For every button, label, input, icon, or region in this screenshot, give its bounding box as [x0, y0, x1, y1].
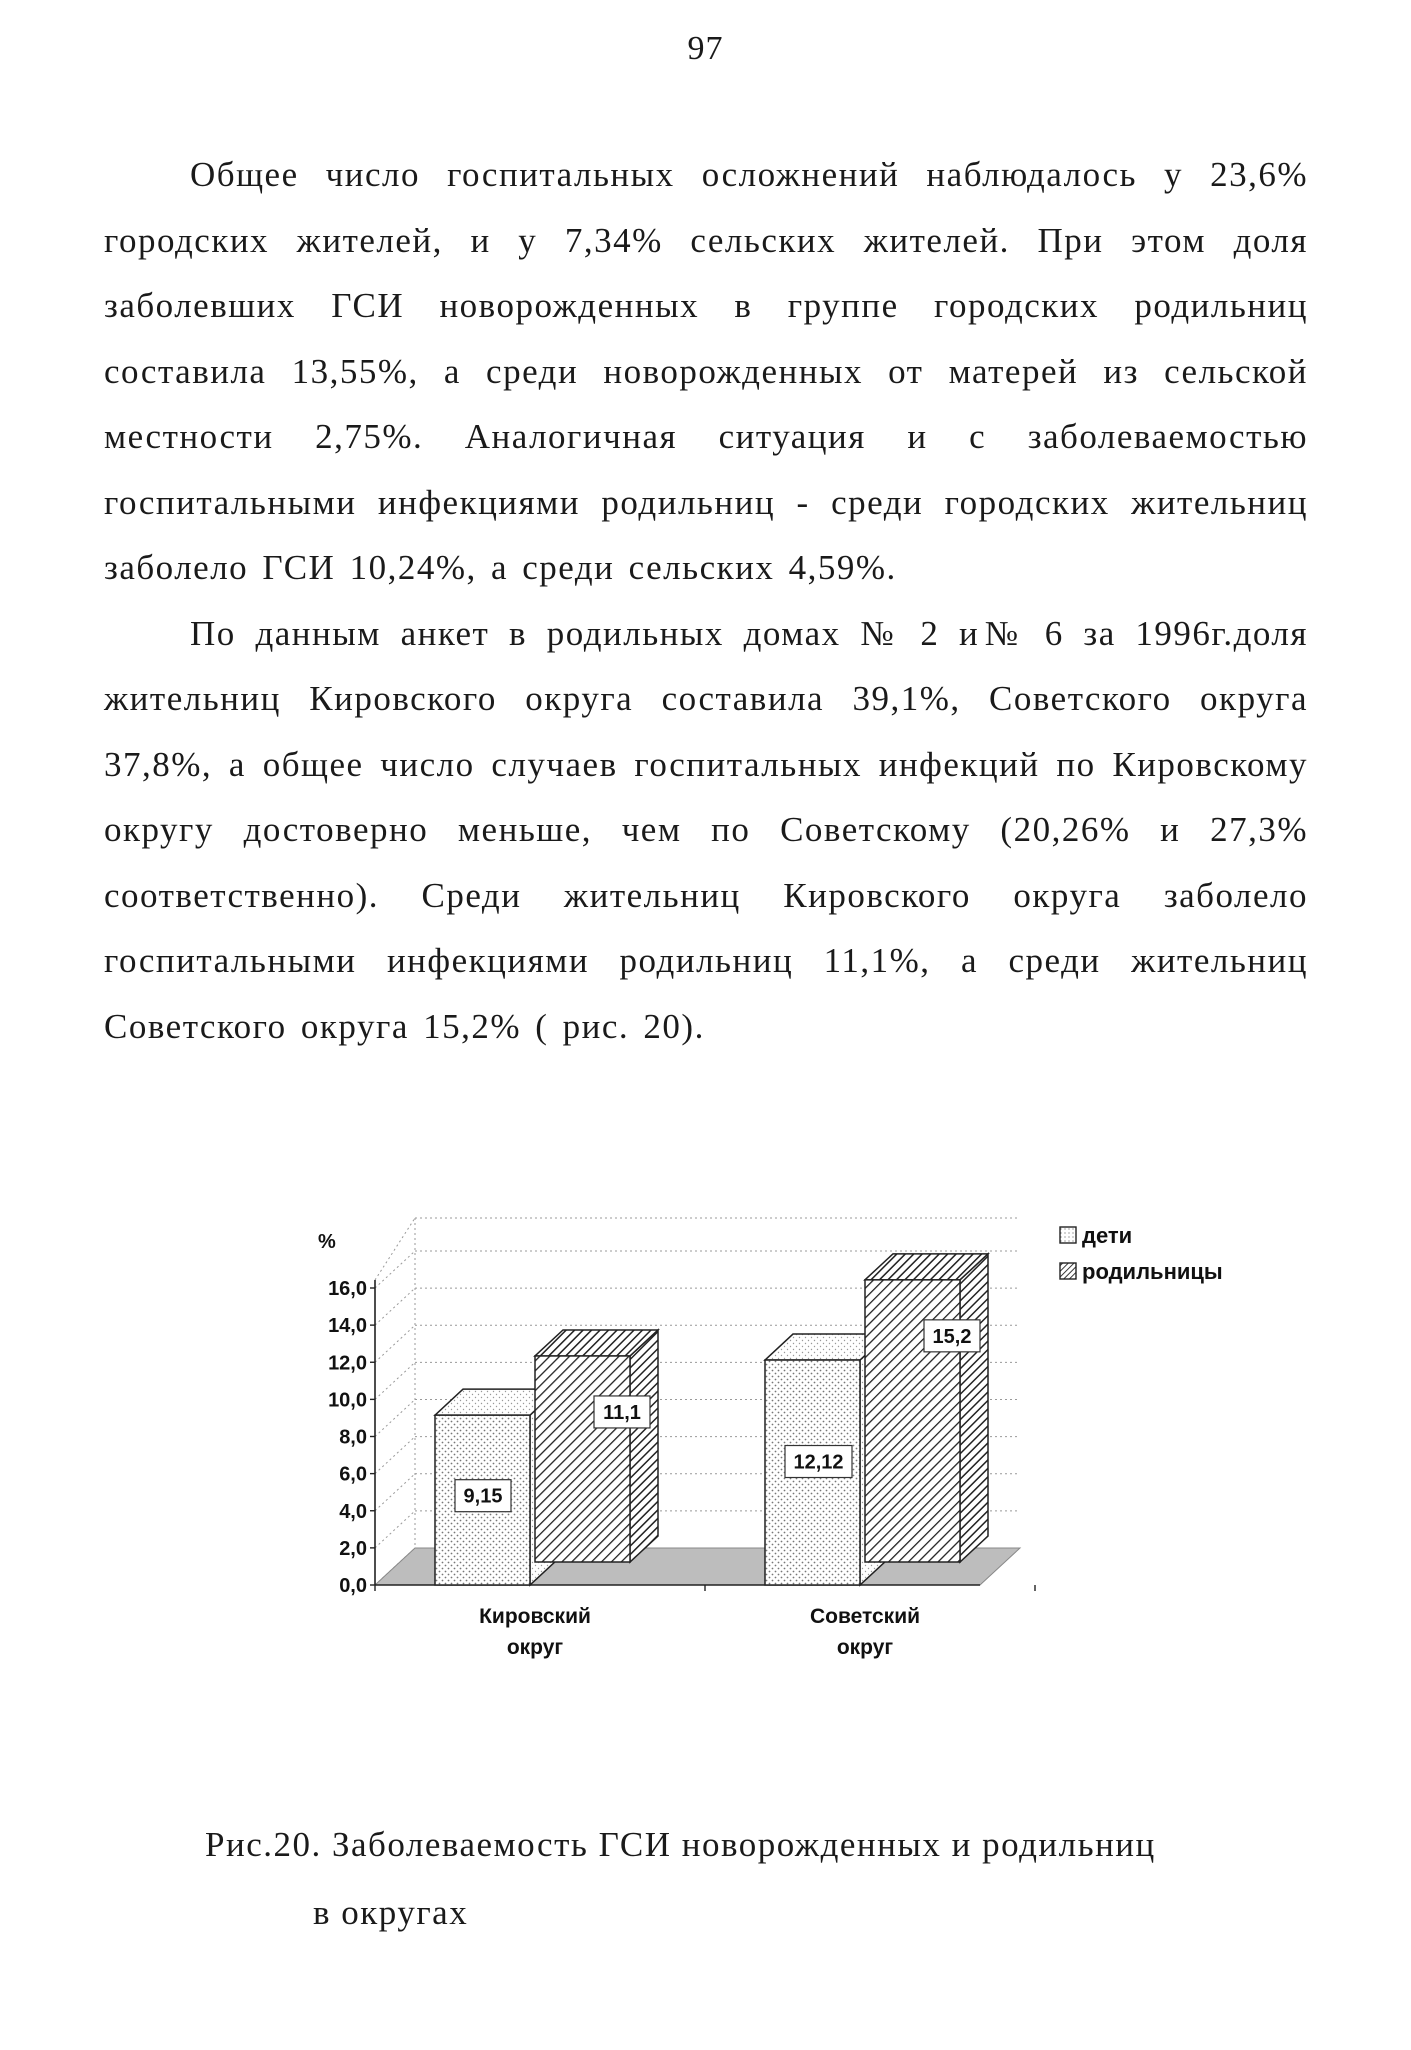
y-tick-label: 6,0 — [339, 1463, 367, 1486]
bar-side-face — [630, 1330, 658, 1562]
bar-родильницы-0 — [535, 1330, 658, 1562]
data-label: 11,1 — [603, 1401, 641, 1424]
x-category-label: округ — [506, 1636, 564, 1659]
x-category-label: Кировский — [479, 1605, 591, 1628]
data-label: 9,15 — [463, 1485, 503, 1508]
bar-side-face — [960, 1254, 988, 1562]
data-label: 12,12 — [793, 1451, 844, 1474]
legend-swatch-0 — [1060, 1227, 1076, 1243]
y-axis-label: % — [318, 1231, 336, 1253]
legend-label: родильницы — [1082, 1259, 1223, 1284]
paragraph-1: Общее число госпитальных осложнений наблюдалось у 23,6% городских жителей, и у 7,34% сельских жителей. При этом доля заболевших ГСИ новорожденных в группе городских родильниц составила 13,55%, а среди новорожденных от матерей из сельской местности 2,75%. Аналогичная ситуация и с заболеваемостью госпитальными инфекциями родильниц - среди городских жительниц заболело ГСИ 10,24%, а среди сельских 4,59%. — [104, 155, 1308, 587]
paragraph-2: По данным анкет в родильных домах № 2 и№ 6 за 1996г.доля жительниц Кировского округа составила 39,1%, Советского округа 37,8%, а общее число случаев госпитальных инфекций по Кировскому округу достоверно меньше, чем по Советскому (20,26% и 27,3% соответственно). Среди жительниц Кировского округа заболело госпитальными инфекциями родильниц 11,1%, а среди жительниц Советского округа 15,2% ( рис. 20). — [104, 613, 1308, 1046]
data-label: 15,2 — [932, 1325, 972, 1348]
y-tick-label: 8,0 — [339, 1426, 367, 1449]
x-category-label: округ — [836, 1636, 894, 1659]
y-tick-label: 10,0 — [328, 1389, 367, 1412]
y-tick-label: 14,0 — [328, 1315, 367, 1338]
bar-chart — [300, 1120, 1280, 1700]
figure-20 — [300, 1120, 1280, 1700]
y-tick-label: 16,0 — [328, 1278, 367, 1300]
body-text — [104, 142, 1308, 1059]
caption-line-2: в округах — [313, 1893, 469, 1932]
caption-line-1: Рис.20. Заболеваемость ГСИ новорожденных и родильниц — [205, 1825, 1156, 1864]
bar-front-face — [535, 1356, 630, 1562]
y-tick-label: 4,0 — [339, 1500, 367, 1523]
y-tick-label: 2,0 — [339, 1537, 367, 1560]
page-number: 97 — [687, 30, 724, 67]
bar-родильницы-1 — [865, 1254, 988, 1562]
y-tick-label: 0,0 — [339, 1575, 367, 1597]
x-category-label: Советский — [809, 1605, 921, 1628]
legend-label: дети — [1082, 1223, 1133, 1248]
y-tick-label: 12,0 — [328, 1352, 367, 1375]
legend-swatch-1 — [1060, 1263, 1076, 1279]
